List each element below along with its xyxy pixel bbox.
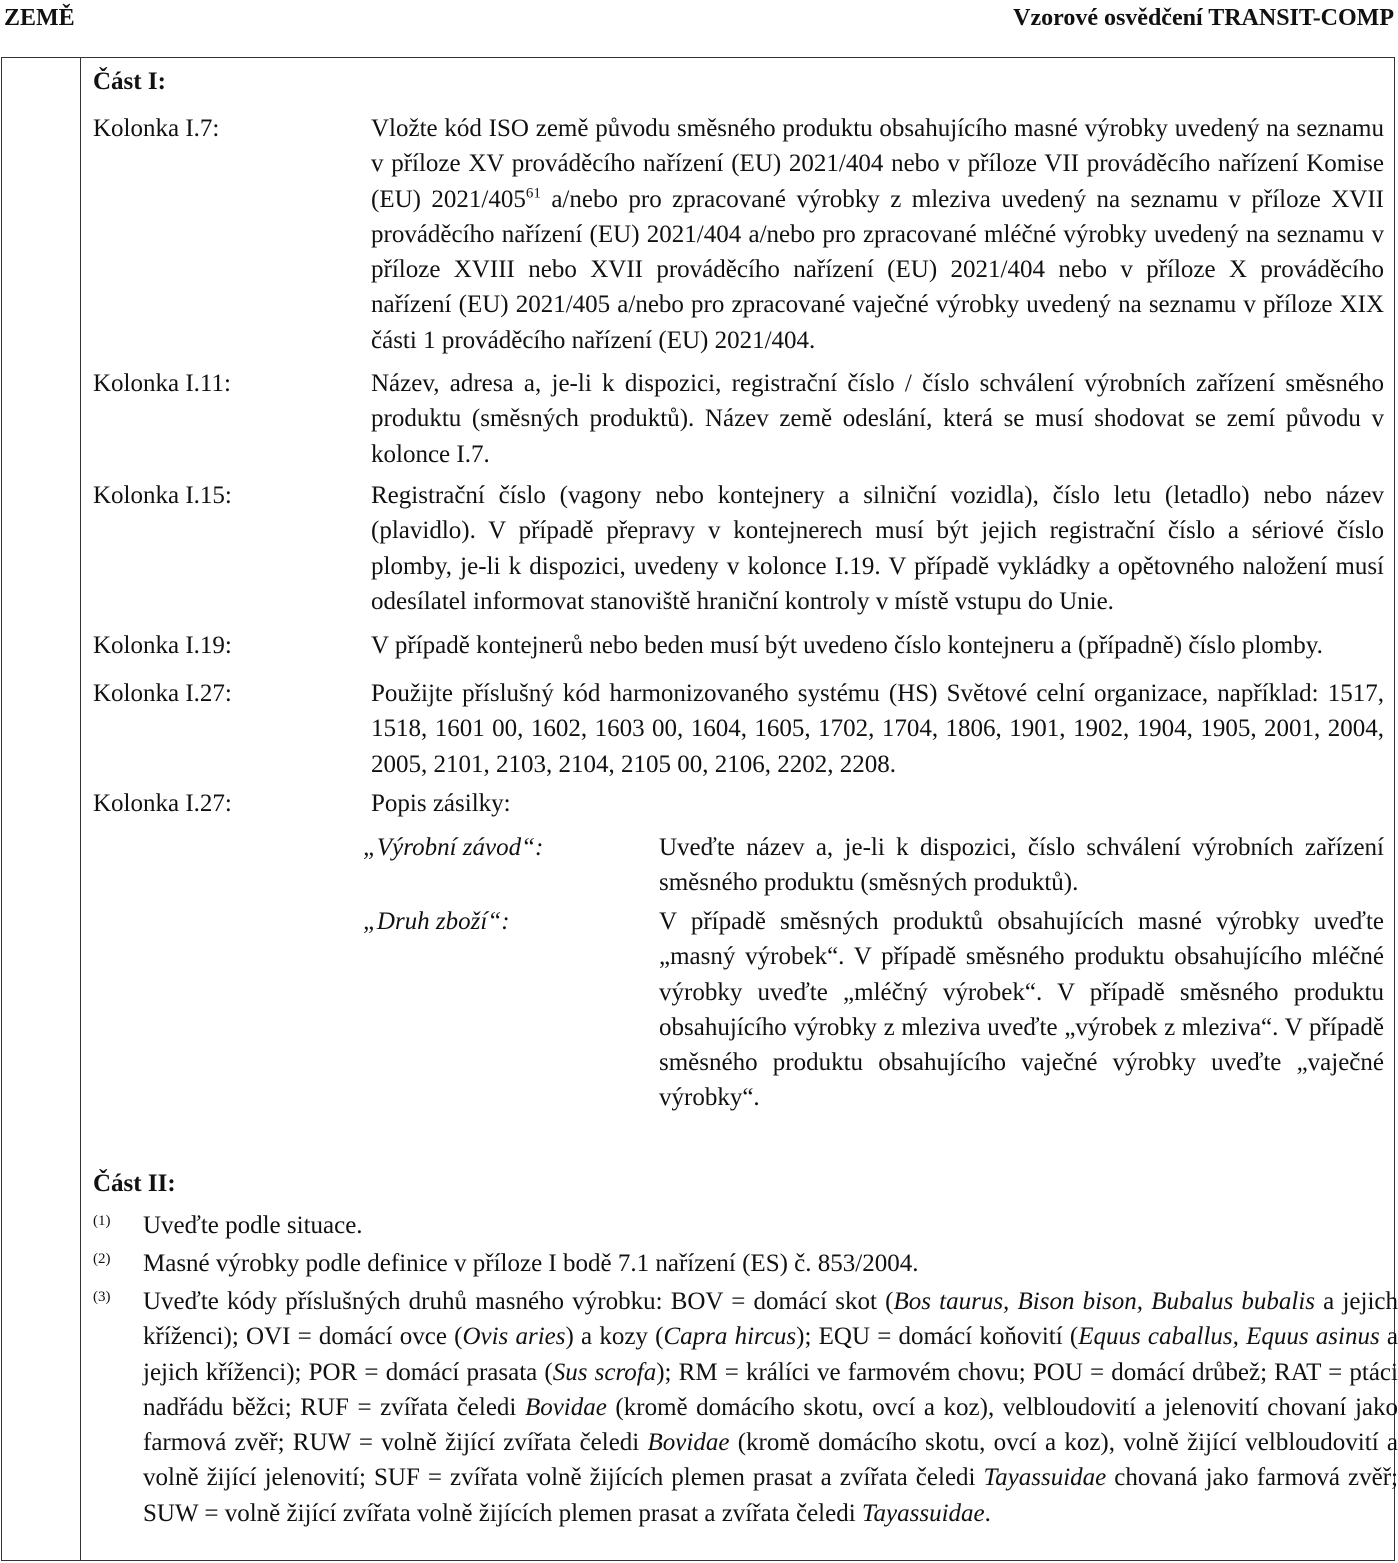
species-name: Bos taurus, Bison bison, Bubalus bubalis — [893, 1288, 1315, 1315]
species-name: Bovidae — [647, 1429, 730, 1457]
species-name: Equus caballus, Equus asinus — [1078, 1323, 1380, 1351]
footnote-ref: 61 — [525, 185, 541, 202]
note-label: Kolonka I.15: — [93, 482, 232, 509]
note-label: Kolonka I.11: — [93, 370, 231, 397]
footnote-segment: ); EQU = domácí koňovití ( — [796, 1323, 1079, 1351]
note-label: Kolonka I.7: — [93, 115, 220, 142]
note-text-part: a/nebo pro zpracované výrobky z mleziva uvedený na seznamu v příloze XVII prováděcího nařízení (EU) 2021/404 a/nebo pro zpracované mléčné výrobky uvedený na seznamu v příloze XVIII nebo XVII prováděcího nařízení (EU) 2021/404 nebo v příloze X prováděcího nařízení (EU) 2021/405 a/nebo pro zpracované vaječné výrobky uvedený na seznamu v příloze XIX části 1 prováděcího nařízení (EU) 2021/404. — [371, 185, 1384, 354]
note-label: Kolonka I.27: — [93, 680, 232, 707]
footnote-segment: (kromě domácího skotu, ovcí a koz), volně žijící velbloudovití a volně žijící jelenovití; SUF = zvířata volně žijících plemen prasat a zvířata čeledi — [143, 1429, 1398, 1492]
species-name: Ovis aries — [462, 1323, 566, 1351]
sub-note-text: Uveďte název a, je-li k dispozici, číslo schválení výrobních zařízení směsného produktu (směsných produktů). — [659, 834, 1384, 897]
header-certificate-title: Vzorové osvědčení TRANSIT-COMP — [1013, 5, 1394, 31]
species-name: Tayassuidae — [983, 1464, 1107, 1492]
footnote-text: Masné výrobky podle definice v příloze I bodě 7.1 nařízení (ES) č. 853/2004. — [143, 1250, 919, 1277]
note-label: Kolonka I.27: — [93, 790, 232, 817]
footnote-segment: a jejich kříženci); OVI = domácí ovce ( — [143, 1288, 1398, 1351]
note-text-part: Vložte kód ISO země původu směsného produktu obsahujícího masné výrobky uvedený na seznamu v příloze XV prováděcího nařízení (EU) 2021/404 nebo v příloze VII prováděcího nařízení Komise (EU) 2021/405 — [371, 115, 1384, 213]
note-text: Použijte příslušný kód harmonizovaného systému (HS) Světové celní organizace, například: 1517, 1518, 1601 00, 1602, 1603 00, 1604, 1605, 1702, 1704, 1806, 1901, 1902, 1904, 1905, 2001, 2004, 2005, 2101, 2103, 2104, 2105 00, 2106, 2202, 2208. — [371, 680, 1384, 778]
sub-note-label: „Výrobní závod“: — [363, 834, 544, 861]
note-text: Popis zásilky: — [371, 790, 511, 817]
note-text: Registrační číslo (vagony nebo kontejnery a silniční vozidla), číslo letu (letadlo) nebo název (plavidlo). V případě přepravy v kontejnerech musí být jejich registrační číslo a sériové číslo plomby, je-li k dispozici, uvedeny v kolonce I.19. V případě vykládky a opětovného naložení musí odesílatel informovat stanoviště hraniční kontroly v místě vstupu do Unie. — [371, 482, 1384, 615]
header-country: ZEMĚ — [4, 5, 75, 31]
sub-note-text: V případě směsných produktů obsahujících masné výrobky uveďte „masný výrobek“. V případě směsného produktu obsahujícího mléčné výrobky uveďte „mléčný výrobek“. V případě směsného produktu obsahujícího výrobky z mleziva uveďte „výrobek z mleziva“. V případě směsného produktu obsahujícího vaječné výrobky uveďte „vaječné výrobky“. — [659, 908, 1384, 1112]
species-name: Sus scrofa — [552, 1358, 657, 1386]
footnote-segment: chovaná jako farmová zvěř; SUW = volně žijící zvířata volně žijících plemen prasat a zvířata čeledi — [143, 1464, 1398, 1527]
certificate-notes-frame — [1, 57, 1398, 1561]
footnote-text: Uveďte podle situace. — [143, 1212, 363, 1239]
margin-divider — [80, 58, 81, 1560]
part2-title: Část II: — [93, 1170, 176, 1197]
footnote-segment: Uveďte kódy příslušných druhů masného výrobku: BOV = domácí skot ( — [143, 1288, 894, 1315]
note-text: V případě kontejnerů nebo beden musí být uvedeno číslo kontejneru a (případně) číslo plomby. — [371, 632, 1323, 659]
part1-title: Část I: — [93, 68, 166, 95]
species-name: Capra hircus — [663, 1323, 797, 1351]
footnote-text — [143, 1284, 1398, 1531]
species-name: Tayassuidae — [861, 1499, 985, 1527]
footnote-segment: ) a kozy ( — [565, 1323, 664, 1351]
footnote-segment: a jejich kříženci); POR = domácí prasata ( — [143, 1323, 1398, 1386]
footnote-mark: (1) — [93, 1213, 111, 1229]
note-text — [371, 111, 1384, 358]
footnote-mark: (3) — [93, 1289, 111, 1305]
note-label: Kolonka I.19: — [93, 632, 232, 659]
footnote-segment: . — [984, 1499, 991, 1527]
footnote-mark: (2) — [93, 1251, 111, 1267]
species-name: Bovidae — [524, 1393, 607, 1421]
note-text: Název, adresa a, je-li k dispozici, registrační číslo / číslo schválení výrobních zařízení směsného produktu (směsných produktů). Název země odeslání, která se musí shodovat se zemí původu v kolonce I.7. — [371, 370, 1384, 468]
sub-note-label: „Druh zboží“: — [363, 908, 510, 935]
footnote-segment: (kromě domácího skotu, ovcí a koz), velbloudovití a jelenovití chovaní jako farmová zvěř; RUW = volně žijící zvířata čeledi — [143, 1393, 1398, 1457]
footnote-segment: ); RM = králíci ve farmovém chovu; POU = domácí drůbež; RAT = ptáci nadřádu běžci; RUF = zvířata čeledi — [143, 1358, 1398, 1421]
